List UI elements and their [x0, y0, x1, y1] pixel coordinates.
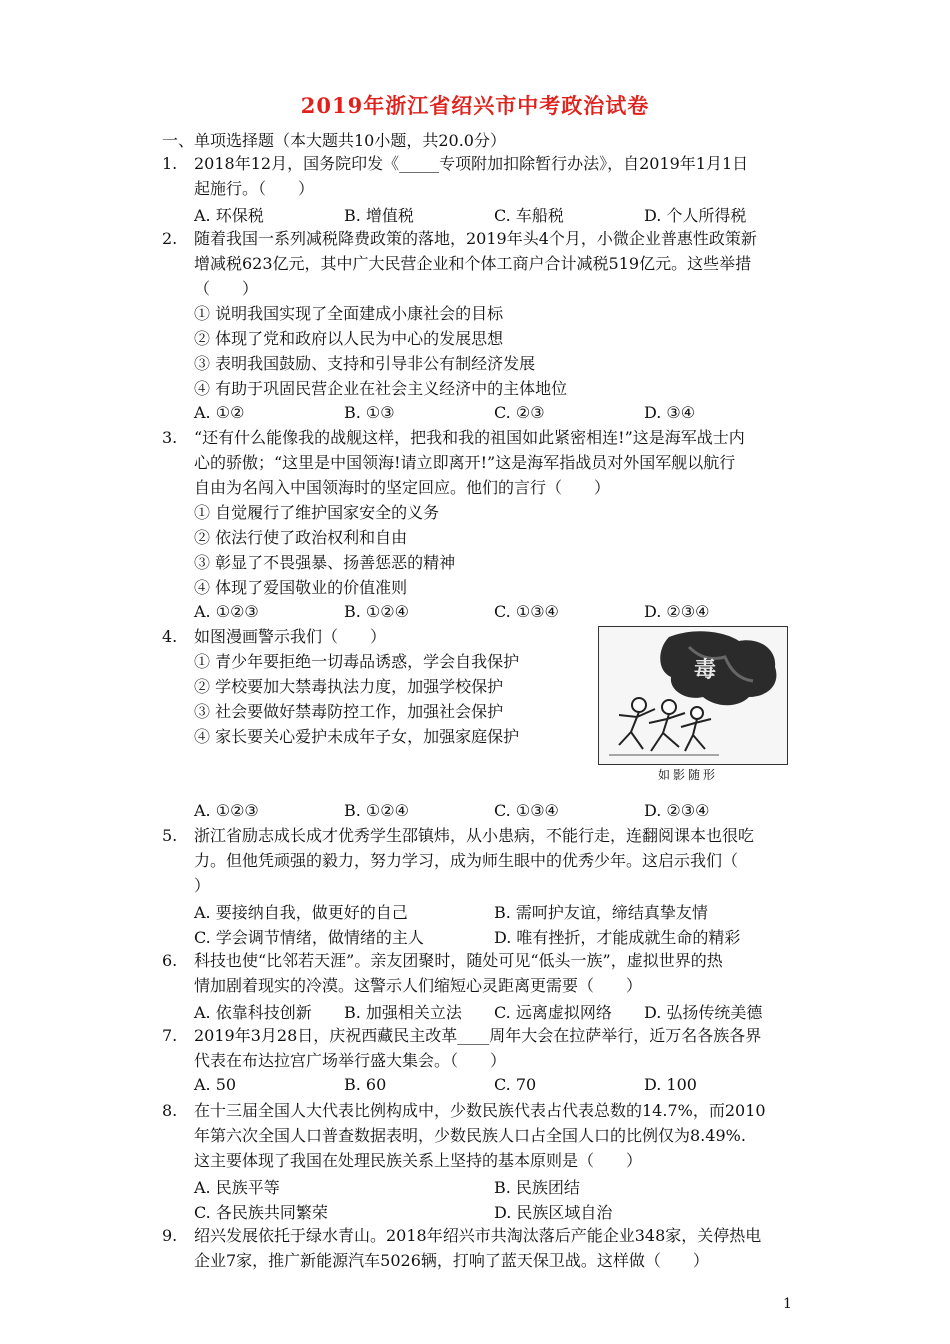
option-a: A. 依靠科技创新: [194, 1003, 312, 1022]
section-header: 一、单项选择题（本大题共10小题，共20.0分）: [162, 131, 506, 150]
statement: ④ 体现了爱国敬业的价值准则: [194, 578, 408, 597]
question-stem-line: 绍兴发展依托于绿水青山。2018年绍兴市共淘汰落后产能企业348家，关停热电: [194, 1226, 762, 1245]
option-b: B. 加强相关立法: [344, 1003, 462, 1022]
option-d: D. ③④: [644, 403, 696, 422]
question-number: 9.: [162, 1226, 178, 1245]
question-stem-line: 自由为名闯入中国领海时的坚定回应。他们的言行（ ）: [194, 478, 611, 497]
option-a: A. ①②: [194, 403, 245, 422]
question-stem-line: 心的骄傲；“这里是中国领海!请立即离开!”这是海军指战员对外国军舰以航行: [194, 453, 736, 472]
statement: ③ 表明我国鼓励、支持和引导非公有制经济发展: [194, 354, 536, 373]
question-number: 1.: [162, 154, 178, 173]
cartoon-image: [598, 626, 788, 794]
question-stem-line: （ ）: [194, 279, 259, 298]
option-a: A. ①②③: [194, 801, 259, 820]
statement: ① 自觉履行了维护国家安全的义务: [194, 503, 440, 522]
question-number: 5.: [162, 826, 178, 845]
question-stem-line: 科技也使“比邻若天涯”。亲友团聚时，随处可见“低头一族”，虚拟世界的热: [194, 951, 723, 970]
cartoon-label: 毒: [694, 657, 717, 683]
question-stem-line: 这主要体现了我国在处理民族关系上坚持的基本原则是（ ）: [194, 1151, 643, 1170]
option-c: C. ①③④: [494, 801, 559, 820]
question-stem-line: 代表在布达拉宫广场举行盛大集会。（ ）: [194, 1051, 507, 1070]
statement: ③ 社会要做好禁毒防控工作，加强社会保护: [194, 702, 504, 721]
figure-body: [681, 719, 711, 751]
option-d: D. 弘扬传统美德: [644, 1003, 763, 1022]
option-b: B. 需呵护友谊，缔结真挚友情: [494, 903, 708, 922]
question-stem-line: 浙江省励志成长成才优秀学生邵镇炜，从小患病，不能行走，连翻阅课本也很吃: [194, 826, 755, 845]
question-number: 8.: [162, 1101, 178, 1120]
option-d: D. ②③④: [644, 602, 710, 621]
question-stem-line: ）: [194, 876, 211, 895]
figure-body: [649, 713, 685, 751]
option-d: D. 唯有挫折，才能成就生命的精彩: [494, 928, 741, 947]
option-a: A. ①②③: [194, 602, 259, 621]
statement: ② 学校要加大禁毒执法力度，加强学校保护: [194, 677, 504, 696]
statement: ② 依法行使了政治权利和自由: [194, 528, 408, 547]
option-c: C. 各民族共同繁荣: [194, 1203, 328, 1222]
question-stem-line: 企业7家，推广新能源汽车5026辆，打响了蓝天保卫战。这样做（ ）: [194, 1251, 709, 1270]
statement: ④ 家长要关心爱护未成年子女，加强家庭保护: [194, 727, 520, 746]
question-number: 3.: [162, 428, 178, 447]
smoke-shape: [660, 631, 776, 705]
question-stem-line: 力。但他凭顽强的毅力，努力学习，成为师生眼中的优秀少年。这启示我们（: [194, 851, 739, 870]
option-b: B. ①③: [344, 403, 395, 422]
question-stem-line: 在十三届全国人大代表比例构成中，少数民族代表占代表总数的14.7%，而2010: [194, 1101, 766, 1120]
statement: ④ 有助于巩固民营企业在社会主义经济中的主体地位: [194, 379, 568, 398]
option-c: C. 70: [494, 1075, 537, 1094]
option-b: B. 增值税: [344, 206, 414, 225]
figure-head: [662, 700, 676, 714]
question-stem-line: 2018年12月，国务院印发《_____专项附加扣除暂行办法》，自2019年1月1日: [194, 154, 749, 173]
statement: ① 说明我国实现了全面建成小康社会的目标: [194, 304, 504, 323]
option-a: A. 民族平等: [194, 1178, 280, 1197]
option-d: D. 民族区域自治: [494, 1203, 613, 1222]
question-number: 2.: [162, 229, 178, 248]
option-c: C. 学会调节情绪，做情绪的主人: [194, 928, 424, 947]
statement: ② 体现了党和政府以人民为中心的发展思想: [194, 329, 504, 348]
question-stem-line: 增减税623亿元，其中广大民营企业和个体工商户合计减税519亿元。这些举措: [194, 254, 752, 273]
cartoon-drawing: [599, 627, 787, 764]
question-stem-line: 年第六次全国人口普查数据表明，少数民族人口占全国人口的比例仅为8.49%.: [194, 1126, 746, 1145]
question-stem-line: 情加剧着现实的冷漠。这警示人们缩短心灵距离更需要（ ）: [194, 976, 643, 995]
option-a: A. 环保税: [194, 206, 264, 225]
question-number: 7.: [162, 1026, 178, 1045]
cartoon-caption: 如影随形: [658, 768, 719, 782]
statement: ① 青少年要拒绝一切毒品诱惑，学会自我保护: [194, 652, 520, 671]
question-number: 6.: [162, 951, 178, 970]
figure-body: [619, 709, 655, 749]
figure-head: [691, 707, 703, 719]
option-d: D. 个人所得税: [644, 206, 747, 225]
question-number: 4.: [162, 627, 178, 646]
option-d: D. ②③④: [644, 801, 710, 820]
statement: ③ 彰显了不畏强暴、扬善惩恶的精神: [194, 553, 456, 572]
option-b: B. 60: [344, 1075, 387, 1094]
option-b: B. ①②④: [344, 801, 409, 820]
option-c: C. ②③: [494, 403, 545, 422]
option-b: B. ①②④: [344, 602, 409, 621]
page-title: 2019年浙江省绍兴市中考政治试卷: [300, 93, 650, 118]
option-c: C. 远离虚拟网络: [494, 1003, 612, 1022]
option-a: A. 50: [194, 1075, 237, 1094]
page-number: 1: [783, 1296, 792, 1312]
option-b: B. 民族团结: [494, 1178, 580, 1197]
question-stem-line: “还有什么能像我的战舰这样，把我和我的祖国如此紧密相连!”这是海军战士内: [194, 428, 745, 447]
question-stem-line: 起施行。（ ）: [194, 179, 315, 198]
option-c: C. ①③④: [494, 602, 559, 621]
option-d: D. 100: [644, 1075, 697, 1094]
question-stem-line: 2019年3月28日，庆祝西藏民主改革____周年大会在拉萨举行，近万名各族各界: [194, 1026, 762, 1045]
question-stem-line: 如图漫画警示我们（ ）: [194, 627, 387, 646]
figure-head: [632, 698, 646, 712]
option-a: A. 要接纳自我，做更好的自己: [194, 903, 408, 922]
option-c: C. 车船税: [494, 206, 564, 225]
question-stem-line: 随着我国一系列减税降费政策的落地，2019年头4个月，小微企业普惠性政策新: [194, 229, 757, 248]
cartoon-frame: [598, 626, 788, 765]
